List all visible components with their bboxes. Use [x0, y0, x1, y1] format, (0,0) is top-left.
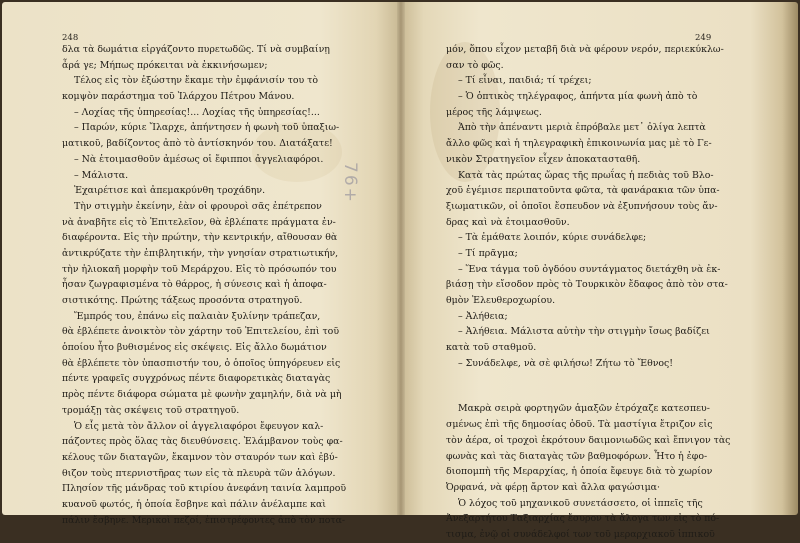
text-line: ἄλλο φῶς καὶ ἡ τηλεγραφικὴ ἐπικοινωνία μας μὲ τὸ Γε-	[446, 138, 712, 150]
text-line: – Συνάδελφε, νὰ σὲ φιλήσω! Ζήτω τὸ Ἔθνος!	[458, 357, 674, 369]
left-page	[2, 2, 400, 526]
text-line: θιζον τοὺς πτερνιστῆρας των εἰς τὰ πλευρὰ τῶν ἀλόγων.	[62, 467, 336, 479]
text-line: νὰ ἀναβῆτε εἰς τὸ Ἐπιτελεῖον, θὰ ἐβλέπατε πράγματα ἐν-	[62, 216, 336, 228]
text-line: κυανοῦ φωτός, ἡ ὁποία ἔσβηνε καὶ πάλιν ἀνέλαμπε καὶ	[62, 498, 326, 510]
page-number-left: 248	[62, 33, 79, 43]
right-page-text	[446, 42, 742, 543]
text-line: – Τὰ ἐμάθατε λοιπόν, κύριε συνάδελφε;	[458, 232, 647, 244]
text-line: ξιωματικῶν, οἱ ὁποῖοι ἔσπευδον νὰ ἐξυπνήσουν τοὺς ἄν-	[446, 200, 718, 212]
text-line: Τὴν στιγμὴν ἐκείνην, ἐὰν οἱ φρουροὶ σᾶς ἐπέτρεπον	[74, 200, 322, 212]
text-line: μόν, ὅπου εἶχον μεταβῆ διὰ νὰ φέρουν νερόν, περιεκύκλω-	[446, 44, 724, 55]
text-line: ματικοῦ, βαδίζοντος ἀπὸ τὸ ἀντίσκηνόν του. Διατάξατε!	[62, 138, 333, 150]
text-line: – Νὰ ἑτοιμασθοῦν ἀμέσως οἱ ἔφιπποι ἀγγελιαφόροι.	[74, 153, 324, 165]
book-gutter	[397, 2, 405, 515]
text-line: βιάσῃ τὴν εἴσοδον πρὸς τὸ Τουρκικὸν ἔδαφος ἀπὸ τὸν στα-	[446, 279, 728, 291]
text-line: ἀντικρύζατε τὴν ἐπιβλητικήν, τὴν γνησίαν στρατιωτικήν,	[62, 247, 339, 259]
text-line: δλα τὰ δωμάτια εἰργάζοντο πυρετωδῶς. Τί νὰ συμβαίνῃ	[62, 44, 330, 55]
handwritten-margin-note: 76+	[340, 162, 360, 204]
text-line: – Ὁ ὀπτικὸς τηλέγραφος, ἀπήντα μία φωνὴ ἀπὸ τὸ	[458, 91, 698, 103]
text-line: – Τί εἶναι, παιδιά; τί τρέχει;	[458, 75, 592, 87]
text-line: διαφέροντα. Εἰς τὴν πρώτην, τὴν κεντρικήν, αἴθουσαν θὰ	[62, 232, 338, 244]
text-line: – Ἀλήθεια. Μάλιστα αὐτὴν τὴν στιγμὴν ἴσως βαδίζει	[458, 326, 710, 338]
text-line: πάλιν ἔσβηνε. Μερικοὶ πεζοί, ἐπιστρέφοντες ἀπὸ τὸν ποτα-	[62, 514, 346, 526]
text-line: σμένως ἐπὶ τῆς δημοσίας ὁδοῦ. Τὰ μαστίγια ἔτριζον εἰς	[446, 419, 713, 431]
text-line: ὁποίου ἦτο βυθισμένος εἰς σκέψεις. Εἰς ἄλλο δωμάτιον	[62, 342, 327, 354]
text-line: θὰ ἐβλέπετε ἁνοικτὸν τὸν χάρτην τοῦ Ἐπιτελείου, ἐπὶ τοῦ	[62, 326, 340, 338]
text-line: – Ἕνα τάγμα τοῦ ὀγδόου συντάγματος διετάχθη νὰ ἐκ-	[458, 263, 721, 275]
text-line: Ὀρφανά, νὰ φέρῃ ἄρτον καὶ ἄλλα φαγώσιμα·	[446, 481, 660, 493]
text-line: Κατὰ τὰς πρώτας ὥρας τῆς πρωΐας ἡ πεδιὰς τοῦ Βλο-	[458, 169, 714, 181]
text-line: – Παρών, κύριε Ἴλαρχε, ἀπήντησεν ἡ φωνὴ τοῦ ὑπαξιω-	[74, 122, 340, 134]
right-page	[400, 2, 798, 540]
text-line: Ἐχαιρέτισε καὶ ἀπεμακρύνθη τροχάδην.	[74, 185, 266, 197]
text-line: μέρος τῆς λάμψεως.	[446, 106, 542, 118]
text-line: ἦσαν ζωγραφισμένα τὸ θάρρος, ἡ σύνεσις καὶ ἡ ἀποφα-	[62, 279, 327, 291]
text-line: νικὸν Στρατηγεῖον εἶχεν ἀποκατασταθῆ.	[446, 153, 641, 165]
text-line: Ἔμπρός του, ἐπάνω εἰς παλαιὰν ξυλίνην τράπεζαν,	[74, 310, 321, 322]
text-line: κέλους τῶν διαταγῶν, ἔκαμνον τὸν σταυρόν των καὶ ἐβύ-	[62, 451, 338, 463]
text-line: – Ἀλήθεια;	[458, 310, 508, 322]
text-line: πέντε γραφεῖς συγχρόνως πέντε διαφορετικὰς διαταγὰς	[62, 373, 331, 385]
text-line: χοῦ ἐγέμισε περιπατοῦντα φῶτα, τὰ φανάρακια τῶν ὑπα-	[446, 185, 720, 197]
page-number-right: 249	[695, 33, 712, 43]
text-line: τὴν ἡλιοκαῆ μορφὴν τοῦ Μεράρχου. Εἰς τὸ πρόσωπόν του	[62, 263, 337, 275]
text-line: Μακρὰ σειρὰ φορτηγῶν ἁμαξῶν ἐτρόχαζε κατεσπευ-	[458, 403, 710, 415]
text-line: Ἀνεξαρτήτου Ταξιαρχίας ἔσυρον τὰ ἄλογα των εἰς τὸ πό-	[446, 513, 720, 525]
text-line: Ὁ λόχος τοῦ μηχανικοῦ συνετάσσετο, οἱ ἱππεῖς τῆς	[458, 497, 703, 509]
text-line: κατὰ τοῦ σταθμοῦ.	[446, 342, 537, 354]
text-line: – Τί πρᾶγμα;	[458, 247, 518, 259]
text-line: θμὸν Ἐλευθεροχωρίου.	[446, 295, 556, 306]
text-line: Ἀπὸ τὴν ἀπέναντι μεριὰ ἐπρόβαλε μετ᾽ ὀλίγα λεπτὰ	[458, 122, 706, 134]
text-line: τὸν ἀέρα, οἱ τροχοὶ ἐκρότουν δαιμονιωδῶς καὶ ἔπνιγον τὰς	[446, 434, 731, 446]
text-line: τισμα, ἐνῷ οἱ συνάδελφοί των τοῦ μεραρχιακοῦ ἱππικοῦ	[446, 528, 715, 540]
text-line: πάζοντες πρὸς ὅλας τὰς διευθύνσεις. Ἐλάμβανον τοὺς φα-	[62, 436, 343, 448]
text-line: θὰ ἐβλέπετε τὸν ὑπασπιστήν του, ὁ ὁποῖος ὑπηγόρευεν εἰς	[62, 357, 341, 369]
open-book	[2, 2, 798, 540]
text-line: κομψὸν παράστημα τοῦ Ἰλάρχου Πέτρου Μάνου.	[62, 91, 295, 103]
left-page-text	[62, 42, 354, 528]
text-line: πρὸς πέντε διάφορα σώματα μὲ φωνὴν χαμηλήν, διὰ νὰ μὴ	[62, 389, 342, 401]
text-line: φωνὰς καὶ τὰς διαταγὰς τῶν βαθμοφόρων. Ἦτο ἡ ἐφο-	[446, 450, 708, 462]
text-line: – Μάλιστα.	[74, 169, 129, 181]
text-line: σιστικότης. Πρώτης τάξεως προσόντα στρατηγοῦ.	[62, 295, 303, 306]
text-line: τρομάξῃ τὰς σκέψεις τοῦ στρατηγοῦ.	[62, 404, 240, 416]
text-line: ἆρά γε; Μήπως πρόκειται νὰ ἐκκινήσωμεν;	[62, 59, 268, 71]
text-line: Πλησίον τῆς μάνδρας τοῦ κτιρίου ἀνεφάνη ταινία λαμπροῦ	[62, 483, 347, 495]
text-line: διοπομπὴ τῆς Μεραρχίας, ἡ ὁποία ἔφευγε διὰ τὸ χωρίον	[446, 466, 713, 478]
text-line: Ὁ εἷς μετὰ τὸν ἄλλον οἱ ἀγγελιαφόροι ἔφευγον καλ-	[74, 420, 324, 432]
text-line: δρας καὶ νὰ ἑτοιμασθοῦν.	[446, 216, 570, 228]
text-line: σαν τὸ φῶς.	[446, 59, 504, 71]
text-line: Τέλος εἰς τὸν ἐξώστην ἔκαμε τὴν ἐμφάνισίν του τὸ	[74, 75, 319, 87]
text-line	[446, 371, 742, 401]
text-line: – Λοχίας τῆς ὑπηρεσίας!... Λοχίας τῆς ὑπηρεσίας!...	[74, 106, 320, 118]
